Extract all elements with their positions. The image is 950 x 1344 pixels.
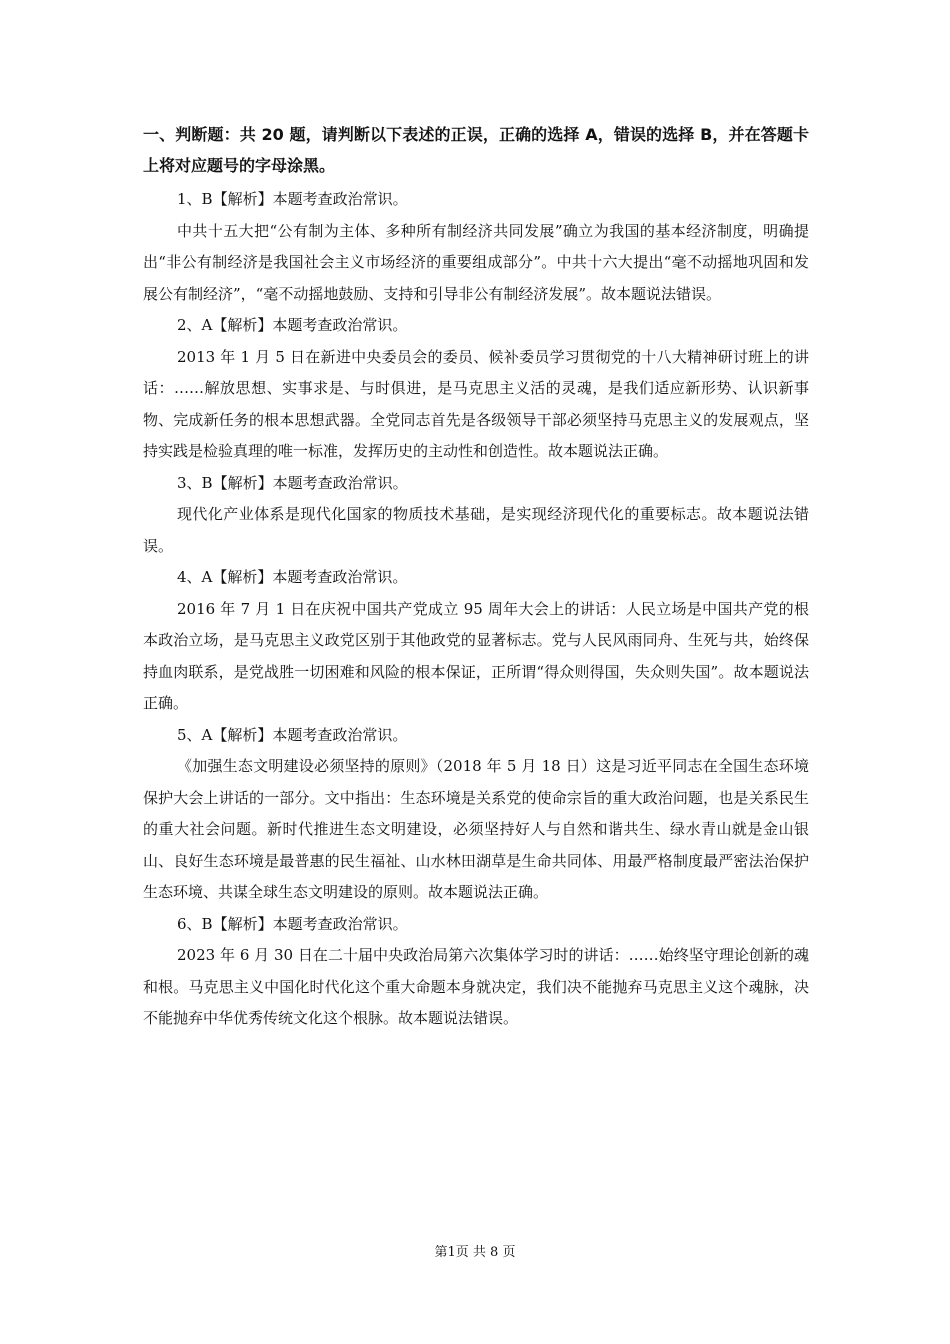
answer-line-2: 2、A【解析】本题考查政治常识。 <box>177 316 408 334</box>
page-footer: 第1页 共 8 页 <box>434 1245 516 1260</box>
answer-line-5: 5、A【解析】本题考查政治常识。 <box>177 725 408 744</box>
answer-line-4: 4、A【解析】本题考查政治常识。 <box>177 568 408 586</box>
explanation-6: 2023 年 6 月 30 日在二十届中央政治局第六次集体学习时的讲话：……始终坚守理论创新的魂和根。马克思主义中国化时代化这个重大命题本身就决定，我们决不能抛弃马克思主义这个魂脉，决不能抛弃中华优秀传统文化这个根脉。故本题说法错误。 <box>143 946 809 1027</box>
document-body <box>143 119 809 1035</box>
answer-line-3: 3、B【解析】本题考查政治常识。 <box>177 473 408 492</box>
explanation-2: 2013 年 1 月 5 日在新进中央委员会的委员、候补委员学习贯彻党的十八大精神研讨班上的讲话：……解放思想、实事求是、与时俱进，是马克思主义活的灵魂，是我们适应新形势、认识新事物、完成新任务的根本思想武器。全党同志首先是各级领导干部必须坚持马克思主义的发展观点，坚持实践是检验真理的唯一标准，发挥历史的主动性和创造性。故本题说法正确。 <box>143 347 809 460</box>
answer-line-6: 6、B【解析】本题考查政治常识。 <box>177 914 408 933</box>
section-heading: 一、判断题：共 20 题，请判断以下表述的正误，正确的选择 A，错误的选择 B，并在答题卡上将对应题号的字母涂黑。 <box>143 125 809 175</box>
answer-line-1: 1、B【解析】本题考查政治常识。 <box>177 190 408 208</box>
explanation-5: 《加强生态文明建设必须坚持的原则》（2018 年 5 月 18 日）这是习近平同志在全国生态环境保护大会上讲话的一部分。文中指出：生态环境是关系党的使命宗旨的重大政治问题，也是关系民生的重大社会问题。新时代推进生态文明建设，必须坚持好人与自然和谐共生、绿水青山就是金山银山、良好生态环境是最普惠的民生福祉、山水林田湖草是生命共同体、用最严格制度最严密法治保护生态环境、共谋全球生态文明建设的原则。故本题说法正确。 <box>143 757 809 901</box>
explanation-1: 中共十五大把“公有制为主体、多种所有制经济共同发展”确立为我国的基本经济制度，明确提出“非公有制经济是我国社会主义市场经济的重要组成部分”。中共十六大提出“毫不动摇地巩固和发展公有制经济”，“毫不动摇地鼓励、支持和引导非公有制经济发展”。故本题说法错误。 <box>143 221 809 303</box>
explanation-3: 现代化产业体系是现代化国家的物质技术基础，是实现经济现代化的重要标志。故本题说法错误。 <box>143 505 809 555</box>
explanation-4: 2016 年 7 月 1 日在庆祝中国共产党成立 95 周年大会上的讲话：人民立场是中国共产党的根本政治立场，是马克思主义政党区别于其他政党的显著标志。党与人民风雨同舟、生死与共，始终保持血肉联系，是党战胜一切困难和风险的根本保证，正所谓“得众则得国，失众则失国”。故本题说法正确。 <box>143 599 809 712</box>
